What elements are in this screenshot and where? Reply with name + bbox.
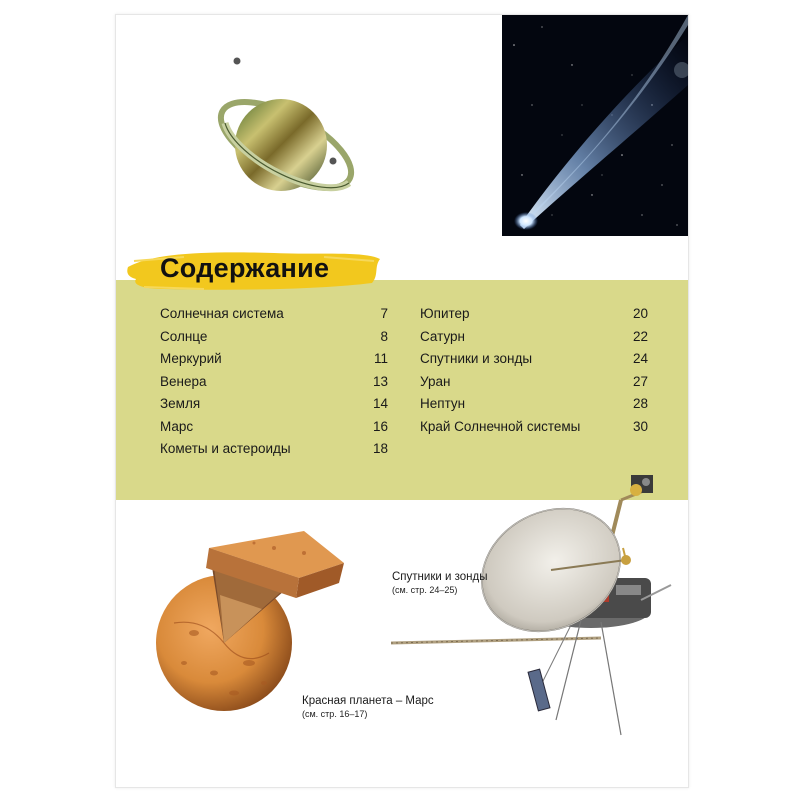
toc-page-number: 30	[632, 418, 648, 434]
toc-page-number: 24	[632, 351, 648, 366]
toc-label: Уран	[420, 373, 451, 389]
toc-page-number: 22	[632, 328, 648, 344]
toc-entry	[160, 419, 388, 442]
toc-label: Сатурн	[420, 328, 466, 344]
probe-caption	[392, 571, 487, 597]
toc-entry	[160, 329, 388, 352]
space-probe-illustration	[391, 460, 688, 740]
toc-label: Край Солнечной системы	[420, 418, 581, 434]
toc-column-left	[160, 306, 388, 464]
mars-caption	[302, 695, 434, 721]
toc-page-number: 14	[372, 396, 388, 411]
toc-page-number: 20	[632, 306, 648, 321]
toc-label: Марс	[160, 418, 194, 434]
toc-page-number: 16	[372, 418, 388, 434]
comet-illustration	[502, 15, 688, 236]
mars-caption-title: Красная планета – Марс	[302, 695, 434, 707]
toc-label: Нептун	[420, 396, 466, 411]
probe-caption-ref: (см. стр. 24–25)	[392, 585, 458, 595]
toc-entry	[160, 306, 388, 329]
saturn-illustration	[211, 53, 361, 213]
toc-label: Спутники и зонды	[420, 351, 533, 366]
toc-entry	[160, 441, 388, 464]
toc-page-number: 27	[632, 373, 648, 389]
toc-page-number: 7	[380, 306, 388, 321]
toc-label: Юпитер	[420, 306, 470, 321]
toc-entry	[420, 419, 648, 442]
toc-label: Меркурий	[160, 351, 222, 366]
toc-entry	[420, 306, 648, 329]
probe-caption-title: Спутники и зонды	[392, 571, 488, 583]
toc-entry	[160, 374, 388, 397]
toc-label: Кометы и астероиды	[160, 441, 291, 456]
toc-page-number: 18	[372, 441, 388, 456]
toc-entry	[420, 396, 648, 419]
toc-entry	[420, 329, 648, 352]
book-page	[115, 14, 689, 788]
comet-photo	[502, 15, 688, 236]
toc-label: Венера	[160, 373, 207, 389]
page-title: Содержание	[160, 253, 330, 283]
toc-label: Солнечная система	[160, 306, 284, 321]
toc-page-number: 13	[372, 373, 388, 389]
toc-entry	[160, 351, 388, 374]
toc-column-right	[420, 306, 648, 441]
toc-entry	[420, 351, 648, 374]
toc-page-number: 11	[373, 351, 388, 366]
toc-entry	[160, 396, 388, 419]
toc-label: Солнце	[160, 328, 208, 344]
toc-page-number: 8	[380, 328, 388, 344]
toc-entry	[420, 374, 648, 397]
mars-caption-ref: (см. стр. 16–17)	[302, 709, 368, 719]
toc-label: Земля	[160, 396, 201, 411]
toc-page-number: 28	[632, 396, 648, 411]
mars-cutaway-illustration	[154, 523, 354, 723]
